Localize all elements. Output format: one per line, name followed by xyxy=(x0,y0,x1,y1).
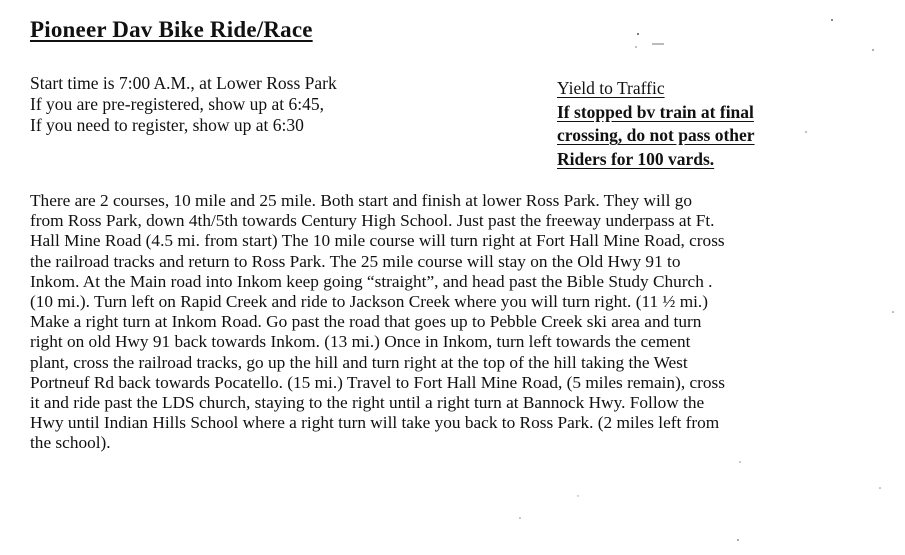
body-line: There are 2 courses, 10 mile and 25 mile. Both start and finish at lower Ross Park. They will go xyxy=(30,191,692,210)
body-line: it and ride past the LDS church, staying to the right until a right turn at Bannock Hwy. Follow the xyxy=(30,393,705,413)
start-time-line: Start time is 7:00 A.M., at Lower Ross Park xyxy=(30,73,337,93)
body-line: Hwy until Indian Hills School where a right turn will take you back to Ross Park. (2 miles left from xyxy=(30,413,720,433)
body-line: Inkom. At the Main road into Inkom keep going “straight”, and head past the Bible Study Church . xyxy=(30,271,713,291)
crossing-line: crossing, do not pass other xyxy=(557,125,755,145)
start-times xyxy=(30,73,337,136)
safety-notice xyxy=(557,77,755,171)
body-line: right on old Hwy 91 back towards Inkom. (13 mi.) Once in Inkom, turn left towards the cement xyxy=(30,332,691,352)
body-line: (10 mi.). Turn left on Rapid Creek and ride to Jackson Creek where you will turn right. (11 ½ mi.) xyxy=(30,292,709,312)
register-line: If you need to register, show up at 6:30 xyxy=(30,115,304,135)
body-line: the railroad tracks and return to Ross Park. The 25 mile course will stay on the Old Hwy 91 to xyxy=(30,251,681,271)
yield-line: Yield to Traffic xyxy=(557,78,665,98)
body-line: from Ross Park, down 4th/5th towards Century High School. Just past the freeway underpass at Ft. xyxy=(30,211,715,231)
course-description xyxy=(30,191,890,454)
riders-line: Riders for 100 vards. xyxy=(557,148,715,169)
body-line: Hall Mine Road (4.5 mi. from start) The 10 mile course will turn right at Fort Hall Mine Road, cross xyxy=(30,231,725,251)
body-line: Make a right turn at Inkom Road. Go past the road that goes up to Pebble Creek ski area and turn xyxy=(30,312,702,332)
page-title: Pioneer Dav Bike Ride/Race xyxy=(30,17,313,42)
pre-registered-line: If you are pre-registered, show up at 6:45, xyxy=(30,94,324,114)
body-line: the school). xyxy=(30,433,111,453)
body-line: plant, cross the railroad tracks, go up the hill and turn right at the top of the hill taking the West xyxy=(30,352,688,372)
body-line: Portneuf Rd back towards Pocatello. (15 mi.) Travel to Fort Hall Mine Road, (5 miles remain), cross xyxy=(30,372,725,392)
train-line: If stopped bv train at final xyxy=(557,101,754,122)
